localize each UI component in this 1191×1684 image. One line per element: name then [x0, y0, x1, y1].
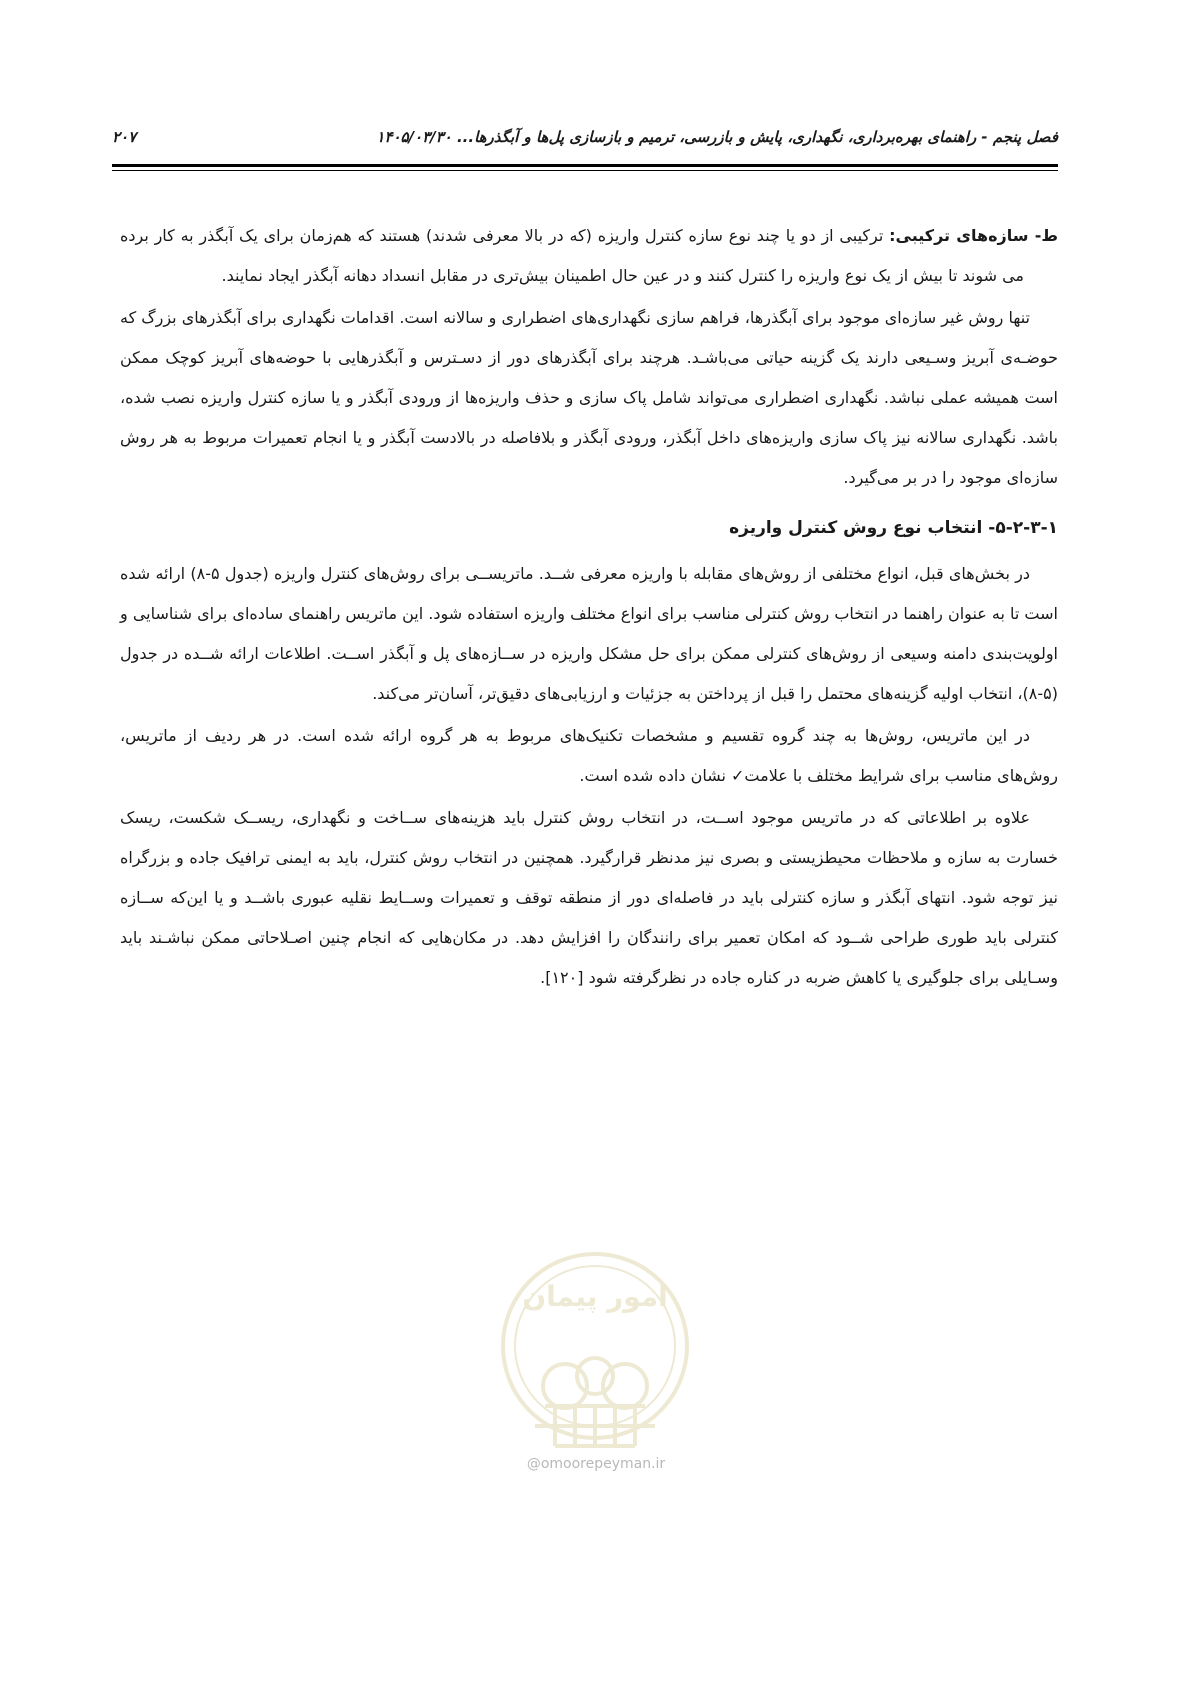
running-header-title: فصل پنجم - راهنمای بهره‌برداری، نگهداری، پایش و بازرسی، ترمیم و بازسازی پل‌ها و آبگذرها... ۱۴۰۵/۰۳/۳۰ [376, 128, 1058, 146]
page-number: ۲۰۷ [112, 128, 137, 146]
header-rule-thin [112, 170, 1058, 171]
header-rule-thick [112, 164, 1058, 167]
paragraph-non-structural-method: تنها روش غیر سازه‌ای موجود برای آبگذرها، فراهم سازی نگهداری‌های اضطراری و سالانه است. اقدامات نگهداری برای آبگذرهای بزرگ که حوضـه‌ی آبریز وسـیعی دارند یک گزینه حیاتی می‌باشـد. هرچند برای آبگذرهای دور از دسـترس و آبگذرهایی با حوضه‌های آبریز کوچک ممکن است همیشه عملی نباشد. نگهداری اضطراری می‌تواند شامل پاک سازی و حذف واریزه‌ها از ورودی آبگذر و یا سازه کنترل واریزه نصب شده، باشد. نگهداری سالانه نیز پاک سازی واریزه‌های داخل آبگذر، ورودی آبگذر و بلافاصله در بالادست آبگذر و یا انجام تعمیرات مربوط به هر روش سازه‌ای موجود را در بر می‌گیرد. [120, 308, 1058, 487]
watermark-logo [495, 1236, 695, 1476]
page-header [112, 128, 1058, 158]
section-heading: ۵-۲-۳-۱- انتخاب نوع روش کنترل واریزه [729, 518, 1058, 538]
list-item-lead: ط- سازه‌های ترکیبی: [889, 226, 1058, 245]
list-item-text: ترکیبی از دو یا چند نوع سازه کنترل واریزه (که در بالا معرفی شدند) هستند که هم‌زمان برای یک آبگذر به کار برده می شوند تا بیش از یک نوع واریزه را کنترل کنند و در عین حال اطمینان بیش‌تری در مقابل انسداد دهانه آبگذر ایجاد نمایند. [120, 226, 1024, 285]
paragraph-control-matrix: در بخش‌های قبل، انواع مختلفی از روش‌های مقابله با واریزه معرفی شــد. ماتریســی برای روش‌های کنترل واریزه (جدول ۵-۸) ارائه شده است تا به عنوان راهنما در انتخاب روش کنترلی مناسب برای انواع مختلف واریزه استفاده شود. این ماتریس راهنمای ساده‌ای برای شناسایی و اولویت‌بندی دامنه وسیعی از روش‌های کنترلی ممکن برای حل مشکل واریزه در ســازه‌های پل و آبگذر اســت. اطلاعات ارائه شــده در جدول (۵-۸)، انتخاب اولیه گزینه‌های محتمل را قبل از پرداختن به جزئیات و ارزیابی‌های دقیق‌تر، آسان‌تر می‌کند. [120, 564, 1058, 703]
watermark-url: @omoorepeyman.ir [526, 1456, 666, 1472]
watermark-logo-text: امور پیمان [522, 1280, 668, 1313]
page-content [120, 216, 1058, 1000]
list-item-composite-structures [120, 216, 1058, 296]
paragraph-matrix-groups: در این ماتریس، روش‌ها به چند گروه تقسیم و مشخصات تکنیک‌های مربوط به هر گروه ارائه شده است. در هر ردیف از ماتریس، روش‌های مناسب برای شرایط مختلف با علامت✓ نشان داده شده است. [120, 726, 1058, 785]
paragraph-selection-considerations: علاوه بر اطلاعاتی که در ماتریس موجود اســت، در انتخاب روش کنترل باید هزینه‌های ســاخت و نگهداری، ریســک شکست، ریسک خسارت به سازه و ملاحظات محیطزیستی و بصری نیز مدنظر قرارگیرد. همچنین در انتخاب روش کنترل، باید به ایمنی ترافیک جاده و بزرگراه نیز توجه شود. انتهای آبگذر و سازه کنترلی باید در فاصله‌ای دور از منطقه توقف و تعمیرات وســایط نقلیه عبوری باشــد و یا این‌که ســازه کنترلی باید طوری طراحی شــود که امکان تعمیر برای رانندگان را افزایش دهد. در مکان‌هایی که انجام چنین اصـلاحاتی ممکن نباشـند باید وسـایلی برای جلوگیری یا کاهش ضربه در کناره جاده در نظرگرفته شود [۱۲۰]. [120, 808, 1058, 987]
